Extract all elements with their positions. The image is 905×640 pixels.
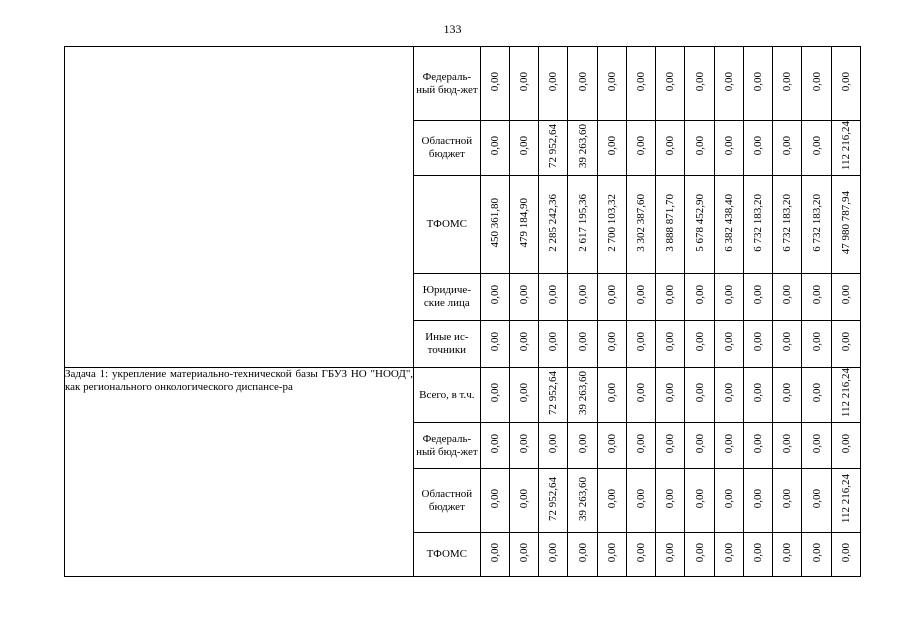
value-text: 5 678 452,90 [693, 193, 706, 252]
value-cell [509, 321, 538, 368]
value-text: 0,00 [518, 285, 531, 305]
value-cell [802, 469, 831, 533]
value-cell [597, 274, 626, 321]
value-cell [743, 176, 772, 274]
value-text: 0,00 [664, 136, 677, 156]
value-text: 0,00 [722, 488, 735, 509]
value-cell [509, 47, 538, 121]
value-cell [831, 121, 860, 176]
value-cell [480, 469, 509, 533]
value-text: 47 980 787,94 [839, 190, 852, 255]
value-text: 0,00 [547, 542, 560, 563]
value-cell [509, 533, 538, 577]
value-cell [509, 368, 538, 423]
value-text: 0,00 [693, 433, 706, 454]
value-text: 0,00 [664, 285, 677, 305]
value-text: 0,00 [576, 71, 589, 92]
value-text: 0,00 [722, 71, 735, 92]
value-cell [773, 121, 802, 176]
value-cell [480, 121, 509, 176]
value-text: 0,00 [839, 433, 852, 454]
funding-source-label: ТФОМС [414, 176, 481, 274]
value-cell [568, 368, 597, 423]
value-text: 0,00 [605, 332, 618, 352]
value-text: 0,00 [693, 71, 706, 92]
budget-table [64, 46, 861, 577]
value-cell [509, 121, 538, 176]
value-text: 6 732 183,20 [752, 193, 765, 252]
value-cell [568, 274, 597, 321]
value-text: 0,00 [810, 285, 823, 305]
value-text: 479 184,90 [518, 197, 531, 248]
value-text: 0,00 [605, 383, 618, 403]
value-text: 0,00 [752, 71, 765, 92]
value-text: 0,00 [693, 136, 706, 156]
value-cell [831, 533, 860, 577]
value-cell [626, 368, 655, 423]
value-text: 0,00 [576, 285, 589, 305]
value-text: 0,00 [635, 71, 648, 92]
value-text: 0,00 [664, 332, 677, 352]
value-text: 0,00 [752, 542, 765, 563]
value-text: 6 732 183,20 [781, 193, 794, 252]
value-cell [480, 423, 509, 469]
value-cell [626, 469, 655, 533]
value-text: 0,00 [488, 71, 501, 92]
value-cell [480, 368, 509, 423]
funding-source-label: Федераль-ный бюд-жет [414, 423, 481, 469]
value-cell [597, 423, 626, 469]
value-text: 0,00 [810, 136, 823, 156]
value-cell [685, 274, 714, 321]
value-cell [509, 176, 538, 274]
value-cell [539, 47, 568, 121]
value-text: 0,00 [488, 488, 501, 509]
value-text: 0,00 [547, 332, 560, 352]
value-text: 0,00 [664, 488, 677, 509]
value-cell [539, 321, 568, 368]
value-text: 0,00 [752, 383, 765, 403]
value-text: 0,00 [518, 488, 531, 509]
value-cell [773, 47, 802, 121]
value-cell [743, 368, 772, 423]
value-text: 0,00 [518, 71, 531, 92]
value-text: 0,00 [810, 383, 823, 403]
value-text: 112 216,24 [839, 121, 852, 171]
value-text: 0,00 [781, 285, 794, 305]
value-cell [539, 469, 568, 533]
value-text: 0,00 [518, 332, 531, 352]
table-row [65, 368, 861, 423]
value-cell [568, 176, 597, 274]
value-text: 0,00 [635, 488, 648, 509]
value-cell [714, 176, 743, 274]
value-cell [539, 121, 568, 176]
value-text: 0,00 [664, 71, 677, 92]
value-text: 0,00 [635, 383, 648, 403]
value-text: 0,00 [635, 332, 648, 352]
value-text: 0,00 [722, 383, 735, 403]
value-text: 0,00 [518, 136, 531, 156]
value-text: 0,00 [488, 332, 501, 352]
value-cell [743, 469, 772, 533]
value-cell [626, 423, 655, 469]
value-cell [480, 533, 509, 577]
value-cell [773, 321, 802, 368]
value-text: 0,00 [635, 285, 648, 305]
value-cell [743, 121, 772, 176]
value-cell [714, 533, 743, 577]
value-text: 0,00 [810, 542, 823, 563]
value-text: 0,00 [664, 383, 677, 403]
value-text: 0,00 [781, 433, 794, 454]
value-cell [656, 176, 685, 274]
value-text: 0,00 [518, 383, 531, 403]
value-cell [539, 176, 568, 274]
value-cell [539, 533, 568, 577]
value-cell [626, 321, 655, 368]
value-text: 0,00 [752, 488, 765, 509]
value-text: 0,00 [722, 136, 735, 156]
value-text: 112 216,24 [839, 368, 852, 418]
value-text: 0,00 [635, 542, 648, 563]
value-cell [685, 321, 714, 368]
value-cell [743, 274, 772, 321]
value-cell [802, 121, 831, 176]
value-cell [509, 274, 538, 321]
value-text: 0,00 [664, 542, 677, 563]
value-text: 0,00 [518, 433, 531, 454]
value-text: 0,00 [781, 383, 794, 403]
value-text: 0,00 [488, 136, 501, 156]
value-text: 450 361,80 [488, 197, 501, 248]
value-cell [831, 274, 860, 321]
value-text: 0,00 [722, 332, 735, 352]
value-cell [685, 423, 714, 469]
value-cell [773, 469, 802, 533]
value-cell [802, 321, 831, 368]
value-text: 0,00 [781, 488, 794, 509]
value-cell [714, 121, 743, 176]
value-cell [802, 423, 831, 469]
value-text: 0,00 [488, 433, 501, 454]
value-text: 3 302 387,60 [635, 193, 648, 252]
value-cell [656, 469, 685, 533]
value-cell [714, 423, 743, 469]
value-cell [626, 274, 655, 321]
value-text: 2 617 195,36 [576, 193, 589, 252]
value-cell [597, 469, 626, 533]
value-text: 72 952,64 [547, 371, 560, 415]
value-cell [656, 368, 685, 423]
value-cell [597, 533, 626, 577]
value-text: 0,00 [752, 433, 765, 454]
value-cell [685, 533, 714, 577]
value-cell [480, 274, 509, 321]
value-text: 2 285 242,36 [547, 193, 560, 252]
value-cell [480, 47, 509, 121]
value-cell [773, 533, 802, 577]
value-cell [685, 469, 714, 533]
value-cell [509, 469, 538, 533]
value-cell [743, 47, 772, 121]
value-text: 72 952,64 [547, 476, 560, 521]
value-text: 0,00 [576, 433, 589, 454]
value-text: 0,00 [839, 285, 852, 305]
value-text: 0,00 [693, 542, 706, 563]
value-text: 0,00 [605, 542, 618, 563]
value-text: 6 382 438,40 [722, 193, 735, 252]
value-cell [568, 533, 597, 577]
value-cell [831, 176, 860, 274]
value-text: 112 216,24 [839, 473, 852, 524]
value-text: 0,00 [693, 488, 706, 509]
value-cell [743, 533, 772, 577]
value-cell [773, 176, 802, 274]
value-text: 0,00 [518, 542, 531, 563]
value-text: 0,00 [547, 285, 560, 305]
value-cell [656, 47, 685, 121]
value-text: 0,00 [605, 488, 618, 509]
value-text: 0,00 [547, 433, 560, 454]
value-cell [743, 321, 772, 368]
value-text: 0,00 [752, 136, 765, 156]
value-cell [568, 423, 597, 469]
value-cell [568, 47, 597, 121]
value-text: 0,00 [781, 542, 794, 563]
value-text: 0,00 [605, 433, 618, 454]
value-text: 0,00 [693, 332, 706, 352]
value-cell [831, 47, 860, 121]
funding-source-label: Всего, в т.ч. [414, 368, 481, 423]
value-text: 0,00 [752, 285, 765, 305]
value-cell [539, 423, 568, 469]
empty-description-cell [65, 47, 414, 368]
page-number: 133 [443, 22, 462, 36]
value-cell [597, 176, 626, 274]
value-cell [685, 176, 714, 274]
value-text: 0,00 [488, 285, 501, 305]
value-text: 0,00 [664, 433, 677, 454]
value-cell [831, 368, 860, 423]
value-text: 0,00 [781, 332, 794, 352]
value-cell [656, 121, 685, 176]
value-text: 0,00 [605, 71, 618, 92]
value-cell [656, 533, 685, 577]
value-text: 0,00 [752, 332, 765, 352]
value-cell [831, 469, 860, 533]
funding-source-label: Федераль-ный бюд-жет [414, 47, 481, 121]
value-cell [509, 423, 538, 469]
funding-source-label: Иные ис-точники [414, 321, 481, 368]
value-cell [597, 47, 626, 121]
value-text: 39 263,60 [576, 476, 589, 521]
value-cell [802, 47, 831, 121]
value-text: 0,00 [693, 383, 706, 403]
value-text: 0,00 [693, 285, 706, 305]
value-text: 0,00 [810, 71, 823, 92]
value-cell [714, 274, 743, 321]
value-text: 0,00 [810, 488, 823, 509]
value-cell [480, 321, 509, 368]
value-cell [626, 176, 655, 274]
table-row [65, 47, 861, 121]
value-cell [714, 47, 743, 121]
value-text: 0,00 [839, 542, 852, 563]
funding-source-label: Областной бюджет [414, 121, 481, 176]
value-cell [626, 121, 655, 176]
value-cell [773, 274, 802, 321]
value-text: 0,00 [810, 433, 823, 454]
value-cell [597, 368, 626, 423]
value-cell [685, 47, 714, 121]
value-text: 6 732 183,20 [810, 193, 823, 252]
value-text: 0,00 [722, 542, 735, 563]
value-cell [773, 423, 802, 469]
value-cell [714, 368, 743, 423]
value-text: 0,00 [576, 332, 589, 352]
value-text: 0,00 [781, 71, 794, 92]
value-cell [831, 321, 860, 368]
value-cell [714, 469, 743, 533]
value-text: 0,00 [810, 332, 823, 352]
value-cell [802, 368, 831, 423]
value-cell [656, 321, 685, 368]
value-cell [685, 368, 714, 423]
value-text: 0,00 [635, 136, 648, 156]
value-text: 0,00 [839, 332, 852, 352]
value-cell [656, 423, 685, 469]
value-cell [685, 121, 714, 176]
value-cell [480, 176, 509, 274]
funding-source-label: ТФОМС [414, 533, 481, 577]
value-text: 3 888 871,70 [664, 193, 677, 252]
value-text: 0,00 [781, 136, 794, 156]
value-cell [539, 274, 568, 321]
value-cell [773, 368, 802, 423]
value-cell [831, 423, 860, 469]
value-text: 0,00 [488, 383, 501, 403]
value-text: 0,00 [547, 71, 560, 92]
value-cell [802, 533, 831, 577]
value-cell [568, 469, 597, 533]
value-cell [539, 368, 568, 423]
value-cell [626, 533, 655, 577]
value-cell [802, 274, 831, 321]
value-text: 0,00 [722, 433, 735, 454]
value-cell [802, 176, 831, 274]
value-cell [743, 423, 772, 469]
value-text: 0,00 [605, 285, 618, 305]
value-text: 2 700 103,32 [605, 193, 618, 252]
value-text: 39 263,60 [576, 371, 589, 415]
value-text: 39 263,60 [576, 124, 589, 168]
value-text: 0,00 [635, 433, 648, 454]
funding-source-label: Юридиче-ские лица [414, 274, 481, 321]
value-cell [597, 321, 626, 368]
value-text: 0,00 [722, 285, 735, 305]
value-cell [714, 321, 743, 368]
value-text: 0,00 [488, 542, 501, 563]
value-text: 0,00 [576, 542, 589, 563]
value-text: 72 952,64 [547, 124, 560, 168]
value-text: 0,00 [839, 71, 852, 92]
value-cell [568, 121, 597, 176]
value-cell [568, 321, 597, 368]
funding-source-label: Областной бюджет [414, 469, 481, 533]
value-cell [626, 47, 655, 121]
value-cell [597, 121, 626, 176]
value-text: 0,00 [605, 136, 618, 156]
value-cell [656, 274, 685, 321]
task-description-cell: Задача 1: укрепление материально-технической базы ГБУЗ НО "НООД", как регионального онкологического диспансе-ра [65, 368, 414, 577]
